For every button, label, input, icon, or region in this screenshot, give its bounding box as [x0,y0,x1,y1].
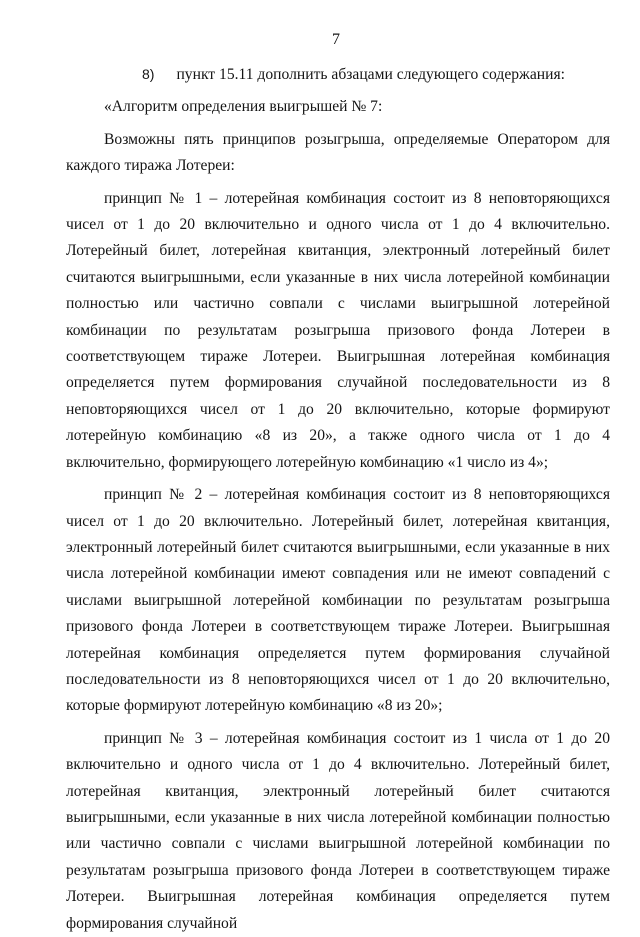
paragraph-principle-1: принцип № 1 – лотерейная комбинация состоит из 8 неповторяющихся чисел от 1 до 20 включительно и одного числа от 1 до 4 включительно. Лотерейный билет, лотерейная квитанция, электронный лотерейный билет считаются выигрышными, если указанные в них числа лотерейной комбинации полностью или частично совпали с числами выигрышной лотерейной комбинации по результатам розыгрыша призового фонда Лотереи в соответствующем тираже Лотереи. Выигрышная лотерейная комбинация определяется путем формирования случайной последовательности из 8 неповторяющихся чисел от 1 до 20 включительно, которые формируют лотерейную комбинацию «8 из 20», а также одного числа от 1 до 4 включительно, формирующего лотерейную комбинацию «1 число из 4»; [66,189,610,471]
paragraph-principle-3: принцип № 3 – лотерейная комбинация состоит из 1 числа от 1 до 20 включительно и одного числа от 1 до 4 включительно. Лотерейный билет, лотерейная квитанция, электронный лотерейный билет считаются выигрышными, если указанные в них числа лотерейной комбинации полностью или частично совпали с числами выигрышной лотерейной комбинации по результатам розыгрыша призового фонда Лотереи в соответствующем тираже Лотереи. Выигрышная лотерейная комбинация определяется путем формирования случайной [66,729,610,932]
document-body [66,61,610,937]
paragraph-intro: Возможны пять принципов розыгрыша, определяемые Оператором для каждого тиража Лотереи: [66,130,610,175]
paragraph-principle-2: принцип № 2 – лотерейная комбинация состоит из 8 неповторяющихся чисел от 1 до 20 включительно. Лотерейный билет, лотерейная квитанция, электронный лотерейный билет считаются выигрышными, если указанные в них числа лотерейной комбинации имеют совпадения или не имеют совпадений с числами выигрышной лотерейной комбинации по результатам розыгрыша призового фонда Лотереи в соответствующем тираже Лотереи. Выигрышная лотерейная комбинация определяется путем формирования случайной последовательности из 8 неповторяющихся чисел от 1 до 20 включительно, которые формируют лотерейную комбинацию «8 из 20»; [66,486,610,715]
page-number: 7 [332,31,340,48]
list-item-8 [66,61,610,88]
item-number: 8) [142,66,155,82]
paragraph-algorithm-heading: «Алгоритм определения выигрышей № 7: [104,98,383,116]
item-text: пункт 15.11 дополнить абзацами следующего содержания: [176,66,565,83]
